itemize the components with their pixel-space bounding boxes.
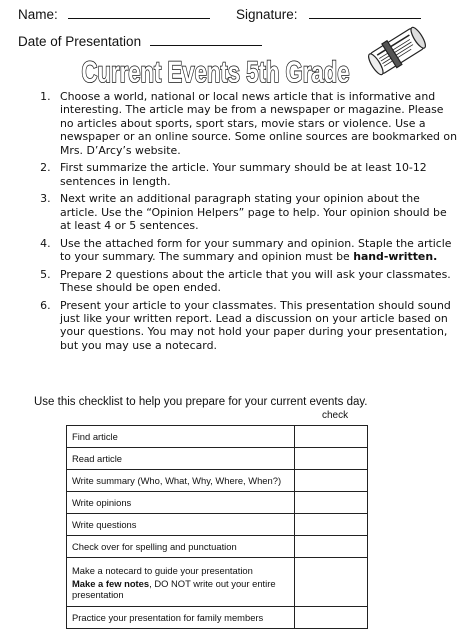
- notecard-note-bold: Make a few notes: [72, 577, 150, 589]
- check-box[interactable]: [295, 558, 368, 607]
- signature-blank: [309, 6, 421, 19]
- instruction-emphasis: hand-written.: [353, 250, 438, 264]
- notecard-note-rest: , DO NOT write out your entire presentation: [72, 577, 276, 600]
- instruction-item: [54, 161, 458, 188]
- instruction-item: [54, 268, 458, 295]
- instruction-text: Prepare 2 questions about the article that you will ask your classmates. These should be open ended.: [60, 267, 451, 295]
- check-box[interactable]: [295, 426, 368, 448]
- table-row: [67, 448, 368, 470]
- checklist-item: Read article: [67, 448, 295, 470]
- instruction-item: [54, 299, 458, 353]
- table-row: [67, 558, 368, 607]
- date-field: [18, 33, 262, 49]
- name-field: [18, 6, 210, 22]
- instruction-text: First summarize the article. Your summary should be at least 10-12 sentences in length.: [60, 161, 427, 188]
- notecard-note: [72, 578, 289, 600]
- name-label: Name:: [18, 7, 58, 22]
- table-row: [67, 536, 368, 558]
- signature-field: [236, 6, 421, 22]
- checklist-item: [67, 558, 295, 607]
- instruction-item: [54, 237, 458, 264]
- checklist-item-label: Make a notecard to guide your presentation: [72, 564, 253, 576]
- check-box[interactable]: [295, 514, 368, 536]
- checklist-item: Find article: [67, 426, 295, 448]
- instructions-list: [30, 90, 458, 356]
- checklist-item: Practice your presentation for family members: [67, 607, 295, 629]
- date-label: Date of Presentation: [18, 34, 142, 49]
- table-row: [67, 470, 368, 492]
- signature-label: Signature:: [236, 7, 298, 22]
- check-box[interactable]: [295, 448, 368, 470]
- date-blank: [150, 33, 262, 46]
- instruction-item: [54, 192, 458, 232]
- check-box[interactable]: [295, 470, 368, 492]
- checklist-item: Write summary (Who, What, Why, Where, When?): [67, 470, 295, 492]
- check-box[interactable]: [295, 492, 368, 514]
- check-column-label: check: [322, 410, 349, 421]
- check-box[interactable]: [295, 536, 368, 558]
- instruction-text: Choose a world, national or local news article that is informative and interesting. The article may be from a newspaper or magazine. Please no articles about sports, sport stars, movie stars or violence. Use a newspaper or an online source. Some online sources are bookmarked on Mrs. D’Arcy’s website.: [60, 90, 458, 157]
- checklist-item: Check over for spelling and punctuation: [67, 536, 295, 558]
- newspaper-icon: [366, 22, 428, 80]
- instruction-text: Next write an additional paragraph stating your opinion about the article. Use the “Opinion Helpers” page to help. Your opinion should be at least 4 or 5 sentences.: [60, 192, 447, 233]
- title-banner: [78, 51, 353, 91]
- table-row: [67, 492, 368, 514]
- check-box[interactable]: [295, 607, 368, 629]
- checklist-item: Write opinions: [67, 492, 295, 514]
- checklist-table: [66, 425, 368, 629]
- instruction-text: Present your article to your classmates. This presentation should sound just like your written report. Lead a discussion on your article based on your questions. You may not hold your paper during your presentation, but you may use a notecard.: [60, 298, 451, 352]
- instruction-text: Use the attached form for your summary and opinion. Staple the article to your summary. The summary and opinion must be: [60, 236, 452, 264]
- instruction-item: [54, 90, 458, 157]
- table-row: [67, 426, 368, 448]
- table-row: [67, 514, 368, 536]
- table-row: [67, 607, 368, 629]
- checklist-item: Write questions: [67, 514, 295, 536]
- page-title: Current Events 5th Grade: [81, 56, 350, 89]
- name-blank: [68, 6, 210, 19]
- checklist-intro: Use this checklist to help you prepare for your current events day.: [34, 396, 368, 408]
